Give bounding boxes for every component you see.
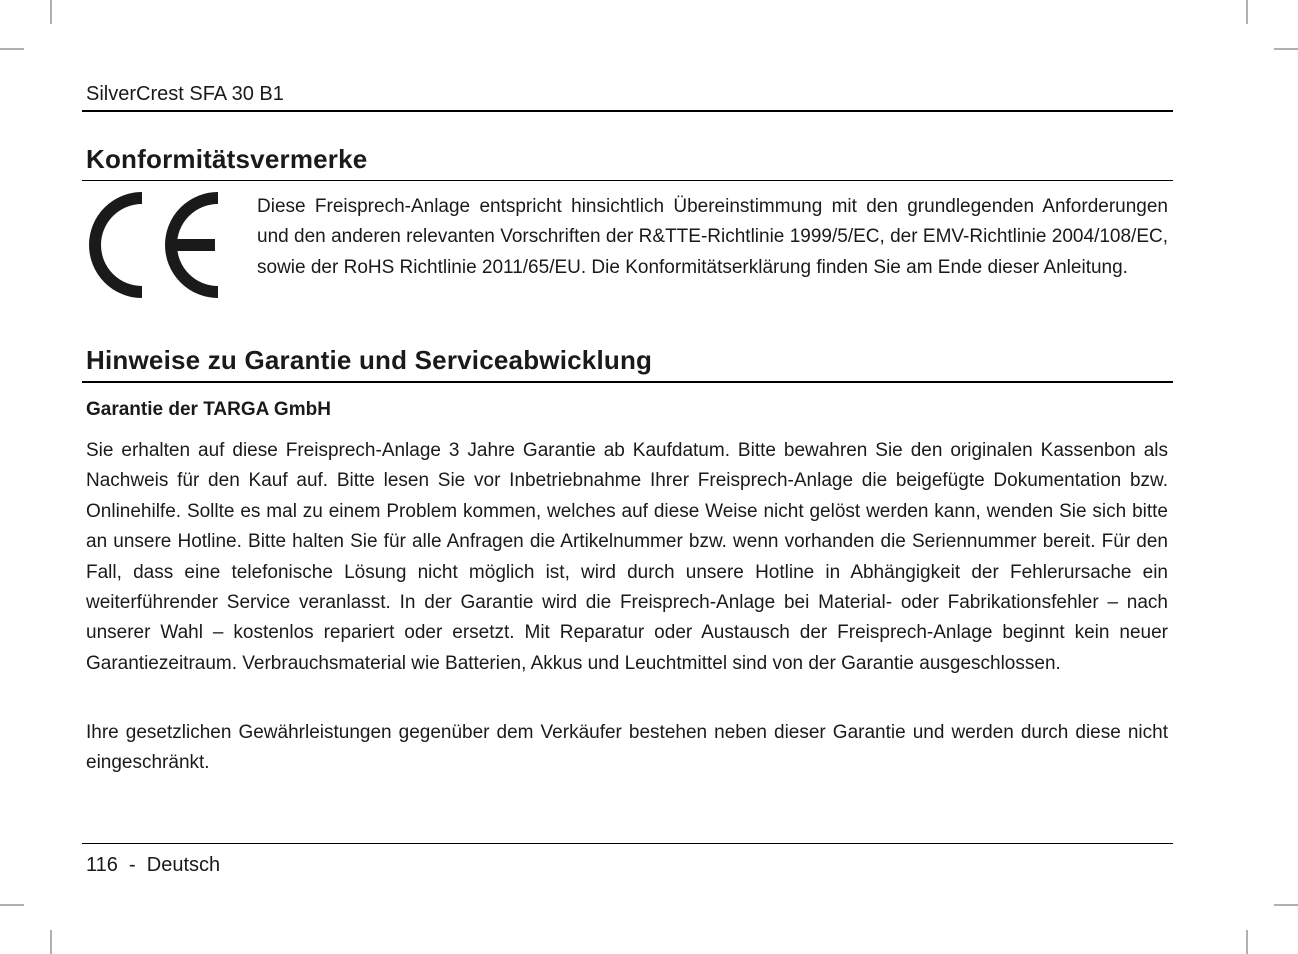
warranty-paragraph-2: Ihre gesetzlichen Gewährleistungen gegenüber dem Verkäufer bestehen neben dieser Garantie und werden durch diese nicht eingeschränkt. [86, 722, 1168, 774]
page-header: SilverCrest SFA 30 B1 [86, 83, 284, 105]
ce-mark-icon [84, 192, 224, 298]
warranty-heading: Hinweise zu Garantie und Serviceabwicklung [86, 345, 653, 375]
warranty-subheading: Garantie der TARGA GmbH [86, 399, 331, 420]
warranty-paragraph-1: Sie erhalten auf diese Freisprech-Anlage 3 Jahre Garantie ab Kaufdatum. Bitte bewahren Sie den originalen Kassenbon als Nachweis für den Kauf auf. Bitte lesen Sie vor Inbetriebnahme Ihrer Freisprech-Anlage die beigefügte Dokumentation bzw. Onlinehilfe. Sollte es mal zu einem Problem kommen, welches auf diese Weise nicht gelöst werden kann, wenden Sie sich bitte an unsere Hotline. Bitte halten Sie für alle Anfragen die Artikelnummer bzw. wenn vorhanden die Seriennummer bereit. Für den Fall, dass eine telefonische Lösung nicht möglich ist, wird durch unsere Hotline in Abhängigkeit der Fehlerursache ein weiterführender Service veranlasst. In der Garantie wird die Freisprech-Anlage bei Material- oder Fabrikationsfehler – nach unserer Wahl – kostenlos repariert oder ersetzt. Mit Reparatur oder Austausch der Freisprech-Anlage beginnt kein neuer Garantiezeitraum. Verbrauchsmaterial wie Batterien, Akkus und Leuchtmittel sind von der Garantie ausgeschlossen. [86, 440, 1168, 674]
crop-mark-top-left [50, 0, 52, 24]
crop-mark-top-left-h [0, 48, 24, 50]
crop-mark-bottom-left-h [0, 904, 24, 906]
crop-mark-bottom-right-h [1274, 904, 1298, 906]
warranty-rule [82, 381, 1173, 383]
crop-mark-top-right [1246, 0, 1248, 24]
header-rule [82, 110, 1173, 112]
crop-mark-bottom-right [1246, 930, 1248, 954]
crop-mark-top-right-h [1274, 48, 1298, 50]
page-footer: 116 - Deutsch [86, 854, 221, 876]
conformity-rule [82, 180, 1173, 181]
crop-mark-bottom-left [50, 930, 52, 954]
conformity-text: Diese Freisprech-Anlage entspricht hinsichtlich Übereinstimmung mit den grundlegenden Anforderungen und den anderen relevanten Vorschriften der R&TTE-Richtlinie 1999/5/EC, der EMV-Richtlinie 2004/108/EC, sowie der RoHS Richtlinie 2011/65/EU. Die Konformitätserklärung finden Sie am Ende dieser Anleitung. [257, 196, 1168, 278]
footer-rule [82, 843, 1173, 844]
conformity-heading: Konformitätsvermerke [86, 144, 368, 174]
